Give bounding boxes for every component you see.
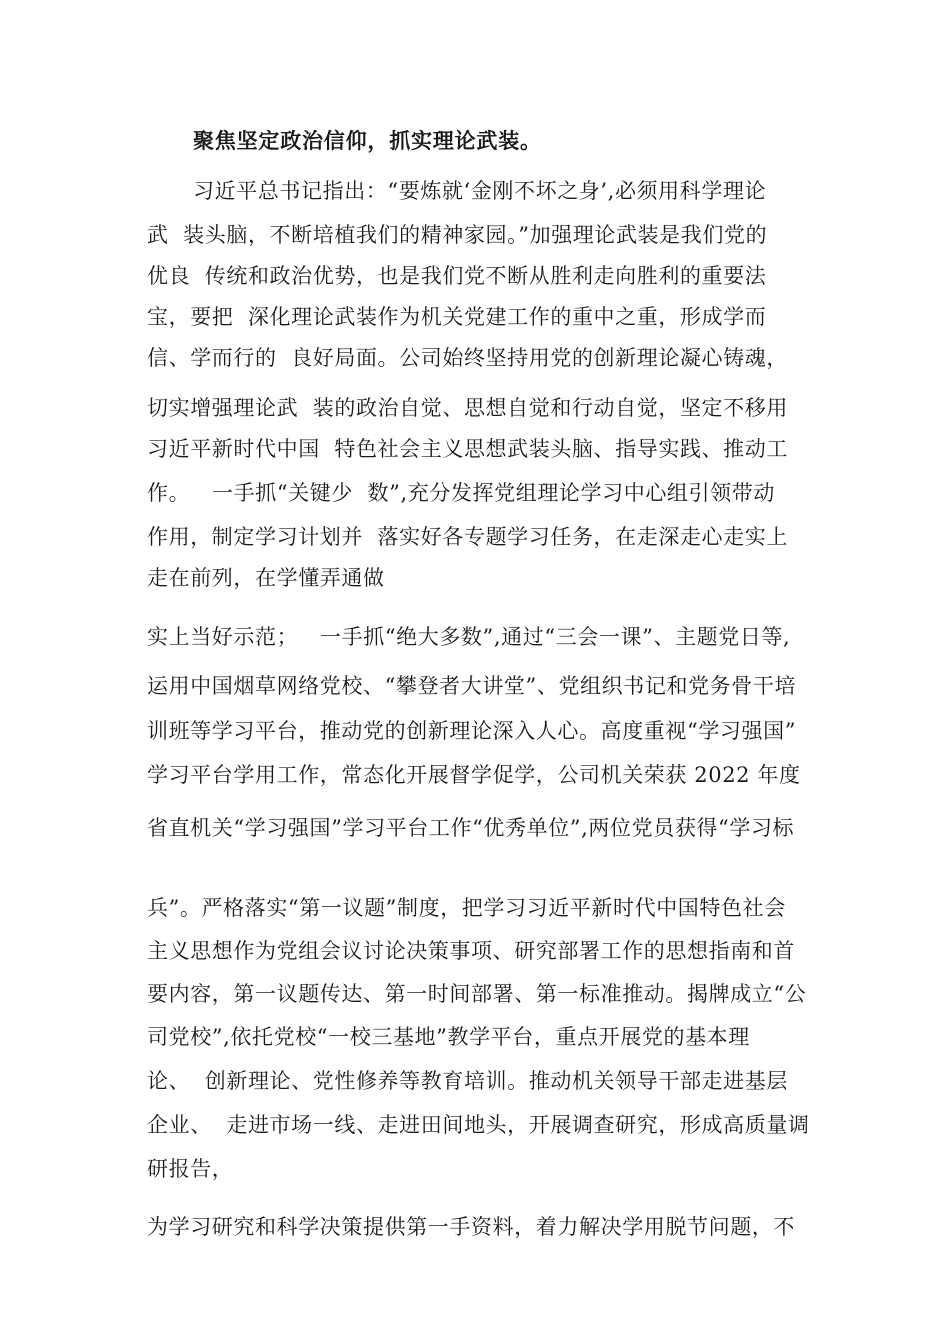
paragraph-line: 学习平台学用工作，常态化开展督学促学，公司机关荣获 2022 年度: [147, 763, 801, 787]
section-heading: 聚焦坚定政治信仰，抓实理论武装。: [193, 128, 542, 153]
paragraph-line: 优良 传统和政治优势，也是我们党不断从胜利走向胜利的重要法: [147, 264, 767, 288]
paragraph-line: 研报告，: [147, 1157, 234, 1181]
paragraph-line: 切实增强理论武 装的政治自觉、思想自觉和行动自觉，坚定不移用: [147, 396, 788, 420]
paragraph-line: 司党校”,依托党校“一校三基地”教学平台，重点开展党的基本理: [147, 1025, 750, 1049]
paragraph-line: 武 装头脑，不断培植我们的精神家园。”加强理论武装是我们党的: [147, 223, 768, 247]
paragraph-line: 省直机关“学习强国”学习平台工作“优秀单位”,两位党员获得“学习标: [147, 816, 795, 840]
paragraph-line: 要内容，第一议题传达、第一时间部署、第一标准推动。揭牌成立“公: [147, 982, 807, 1006]
paragraph-line: 运用中国烟草网络党校、“攀登者大讲堂”、党组织书记和党务骨干培: [147, 674, 797, 698]
paragraph-line: 宝，要把 深化理论武装作为机关党建工作的重中之重，形成学而: [147, 305, 767, 329]
paragraph-line: 作用，制定学习计划并 落实好各专题学习任务，在走深走心走实上: [147, 525, 788, 549]
paragraph-line: 主义思想作为党组会议讨论决策事项、研究部署工作的思想指南和首: [147, 939, 795, 963]
paragraph-line: 为学习研究和科学决策提供第一手资料，着力解决学用脱节问题，不: [147, 1215, 795, 1239]
paragraph-line: 作。 一手抓“关键少 数”,充分发挥党组理论学习中心组引领带动: [147, 481, 775, 505]
paragraph-line: 论、 创新理论、党性修养等教育培训。推动机关领导干部走进基层: [147, 1069, 788, 1093]
paragraph-line: 走在前列，在学懂弄通做: [147, 566, 385, 590]
paragraph-line: 习近平新时代中国 特色社会主义思想武装头脑、指导实践、推动工: [147, 437, 788, 461]
paragraph-line: 训班等学习平台，推动党的创新理论深入人心。高度重视“学习强国”: [147, 719, 797, 743]
paragraph-line: 企业、 走进市场一线、走进田间地头，开展调查研究，形成高质量调: [147, 1113, 810, 1137]
paragraph-line: 习近平总书记指出：“要炼就‘金刚不坏之身’,必须用科学理论: [193, 179, 767, 203]
paragraph-line: 兵”。严格落实“第一议题”制度，把学习习近平新时代中国特色社会: [147, 896, 786, 920]
paragraph-line: 信、学而行的 良好局面。公司始终坚持用党的创新理论凝心铸魂，: [147, 346, 788, 370]
paragraph-line: 实上当好示范； 一手抓“绝大多数”,通过“三会一课”、主题党日等,: [147, 625, 791, 649]
